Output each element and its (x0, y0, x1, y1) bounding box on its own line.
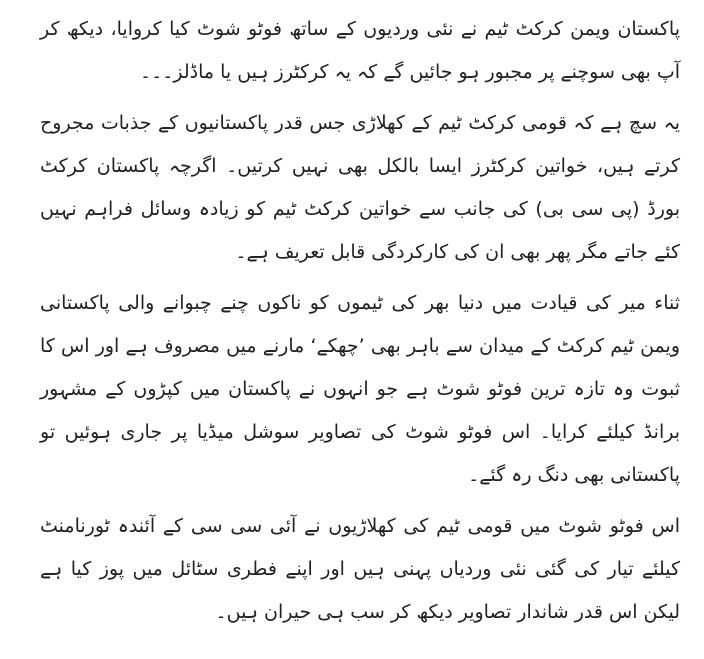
article-paragraph-1: پاکستان ویمن کرکٹ ٹیم نے نئی وردیوں کے ساتھ فوٹو شوٹ کیا کروایا، دیکھ کر آپ بھی سوچنے پر مجبور ہو جائیں گے کہ یہ کرکٹرز ہیں یا ماڈلز۔۔۔ (40, 18, 680, 83)
article-paragraph-4: اس فوٹو شوٹ میں قومی ٹیم کی کھلاڑیوں نے آئی سی سی کے آئندہ ٹورنامنٹ کیلئے تیار کی گئی نئی وردیاں پہنی ہیں اور اپنے فطری سٹائل میں پوز کیا ہے لیکن اس قدر شاندار تصاویر دیکھ کر سب ہی حیران ہیں۔ (40, 515, 680, 623)
article-paragraph-2: یہ سچ ہے کہ قومی کرکٹ ٹیم کے کھلاڑی جس قدر پاکستانیوں کے جذبات مجروح کرتے ہیں، خواتین کرکٹرز ایسا بالکل بھی نہیں کرتیں۔ اگرچہ پاکستان کرکٹ بورڈ (پی سی بی) کی جانب سے خواتین کرکٹ ٹیم کو زیادہ وسائل فراہم نہیں کئے جاتے مگر پھر بھی ان کی کارکردگی قابل تعریف ہے۔ (40, 112, 680, 263)
article-body (40, 8, 680, 634)
article-paragraph-3: ثناء میر کی قیادت میں دنیا بھر کی ٹیموں کو ناکوں چنے چبوانے والی پاکستانی ویمن ٹیم کرکٹ کے میدان سے باہر بھی ’چھکے‘ مارنے میں مصروف ہے اور اس کا ثبوت وہ تازہ ترین فوٹو شوٹ ہے جو انہوں نے پاکستان میں کپڑوں کے مشہور برانڈ کیلئے کرایا۔ اس فوٹو شوٹ کی تصاویر سوشل میڈیا پر جاری ہوئیں تو پاکستانی بھی دنگ رہ گئے۔ (40, 292, 680, 486)
